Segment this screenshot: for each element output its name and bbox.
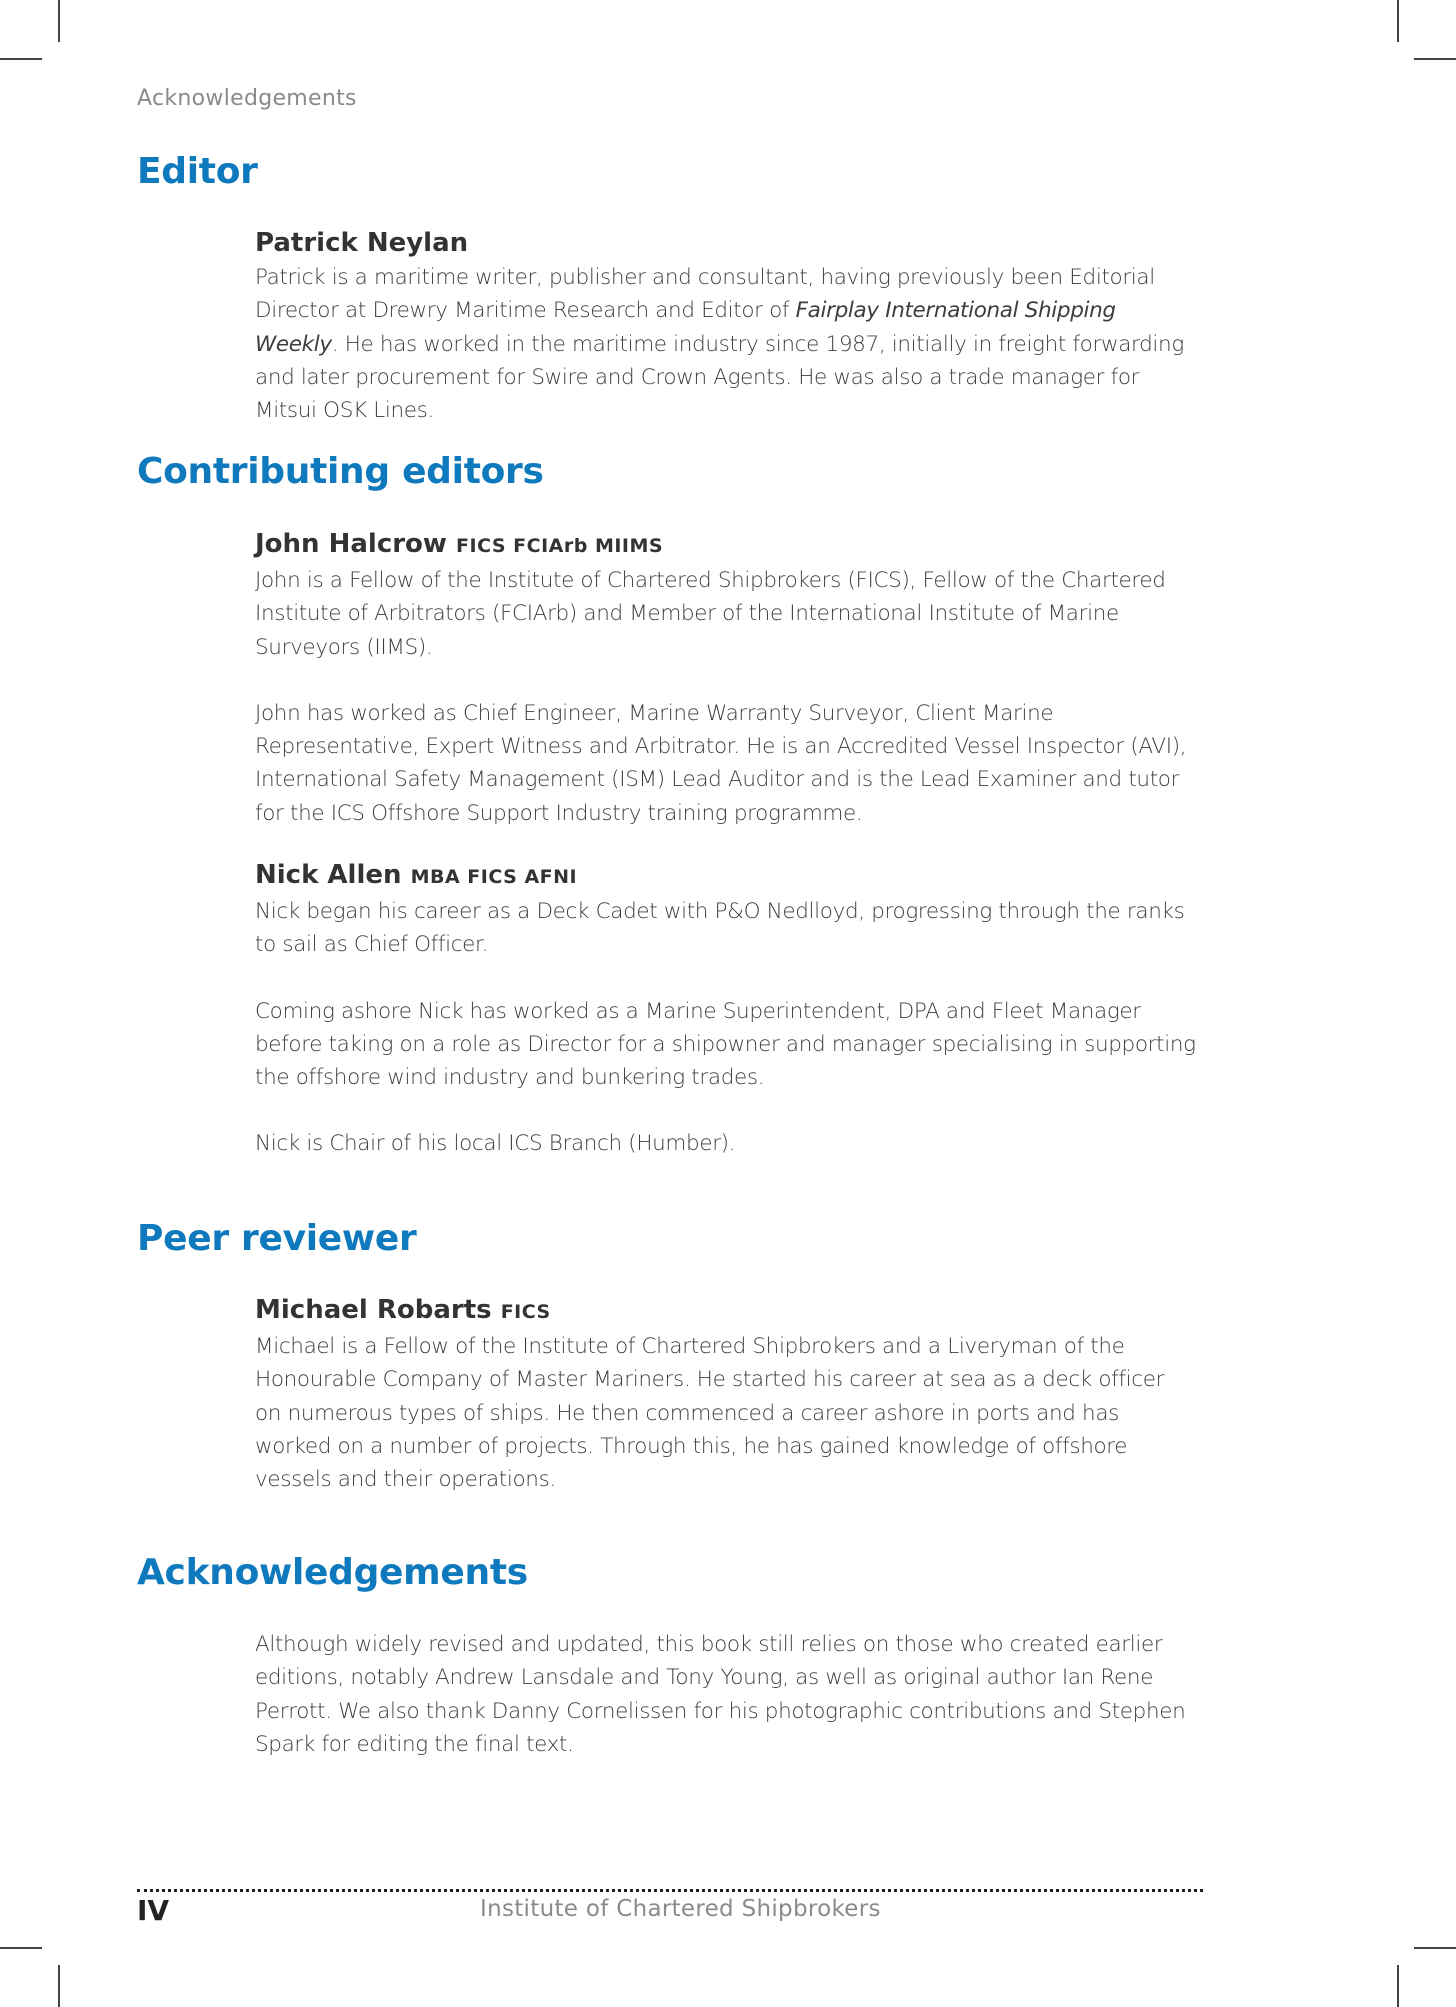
person-name-text: Michael Robarts bbox=[255, 1295, 492, 1325]
crop-mark bbox=[1414, 58, 1456, 60]
person-name bbox=[255, 227, 1205, 259]
person-bio: Nick is Chair of his local ICS Branch (Humber). bbox=[255, 1131, 736, 1157]
person-block-michael-robarts bbox=[255, 1294, 1205, 1496]
section-title-contributing-editors: Contributing editors bbox=[137, 451, 544, 492]
section-title-peer-reviewer: Peer reviewer bbox=[137, 1218, 417, 1259]
publication-title: Fairplay International Shipping Weekly bbox=[255, 298, 1116, 357]
person-bio: John has worked as Chief Engineer, Marine Warranty Surveyor, Client Marine Representative, Expert Witness and Arbitrator. He is an Accredited Vessel Inspector (AVI), International Safety Management (ISM) Lead Auditor and is the Lead Examiner and tutor for the ICS Offshore Support Industry training programme. bbox=[255, 700, 1187, 826]
section-title-editor: Editor bbox=[137, 151, 258, 192]
footer-rule bbox=[137, 1889, 1203, 1892]
person-credentials: FICS FCIArb MIIMS bbox=[456, 535, 664, 557]
running-header: Acknowledgements bbox=[137, 86, 357, 111]
person-bio: Nick began his career as a Deck Cadet with P&O Nedlloyd, progressing through the ranks to sail as Chief Officer. bbox=[255, 899, 1185, 958]
crop-mark bbox=[0, 58, 42, 60]
crop-mark bbox=[0, 1947, 42, 1949]
person-name bbox=[255, 528, 1205, 562]
person-name-text: John Halcrow bbox=[255, 529, 447, 559]
bio-text: Patrick is a maritime writer, publisher and consultant, having previously been Editorial Director at Drewry Maritime Research and Editor of bbox=[255, 265, 1155, 324]
person-bio: Michael is a Fellow of the Institute of Chartered Shipbrokers and a Liveryman of the Honourable Company of Master Mariners. He started his career at sea as a deck officer on numerous types of ships. He then commenced a career ashore in ports and has worked on a number of projects. Through this, he has gained knowledge of offshore vessels and their operations. bbox=[255, 1334, 1165, 1493]
person-block-john-halcrow bbox=[255, 528, 1205, 830]
bio-text: . He has worked in the maritime industry since 1987, initially in freight forwarding and later procurement for Swire and Crown Agents. He was also a trade manager for Mitsui OSK Lines. bbox=[255, 331, 1184, 424]
person-bio: John is a Fellow of the Institute of Chartered Shipbrokers (FICS), Fellow of the Chartered Institute of Arbitrators (FCIArb) and Member of the International Institute of Marine Surveyors (IIMS). bbox=[255, 568, 1166, 660]
section-title-acknowledgements: Acknowledgements bbox=[137, 1552, 528, 1593]
crop-mark bbox=[1397, 0, 1399, 42]
footer-publisher: Institute of Chartered Shipbrokers bbox=[480, 1896, 881, 1922]
crop-mark bbox=[58, 0, 60, 42]
person-name-text: Patrick Neylan bbox=[255, 228, 469, 258]
person-block-nick-allen bbox=[255, 859, 1205, 1161]
person-credentials: FICS bbox=[500, 1301, 551, 1323]
crop-mark bbox=[1414, 1947, 1456, 1949]
acknowledgements-text: Although widely revised and updated, this book still relies on those who created earlier editions, notably Andrew Lansdale and Tony Young, as well as original author Ian Rene Perrott. We also thank Danny Cornelissen for his photographic contributions and Stephen Spark for editing the final text. bbox=[255, 1632, 1186, 1757]
person-bio bbox=[255, 261, 1205, 427]
crop-mark bbox=[1397, 1965, 1399, 2007]
crop-mark bbox=[58, 1965, 60, 2007]
acknowledgements-body bbox=[255, 1628, 1205, 1761]
person-block-editor bbox=[255, 227, 1205, 427]
page-number: IV bbox=[137, 1894, 170, 1927]
person-bio: Coming ashore Nick has worked as a Marine Superintendent, DPA and Fleet Manager before taking on a role as Director for a shipowner and manager specialising in supporting the offshore wind industry and bunkering trades. bbox=[255, 998, 1196, 1091]
person-credentials: MBA FICS AFNI bbox=[410, 866, 578, 888]
person-name-text: Nick Allen bbox=[255, 860, 402, 890]
person-name bbox=[255, 859, 1205, 893]
person-name bbox=[255, 1294, 1205, 1328]
